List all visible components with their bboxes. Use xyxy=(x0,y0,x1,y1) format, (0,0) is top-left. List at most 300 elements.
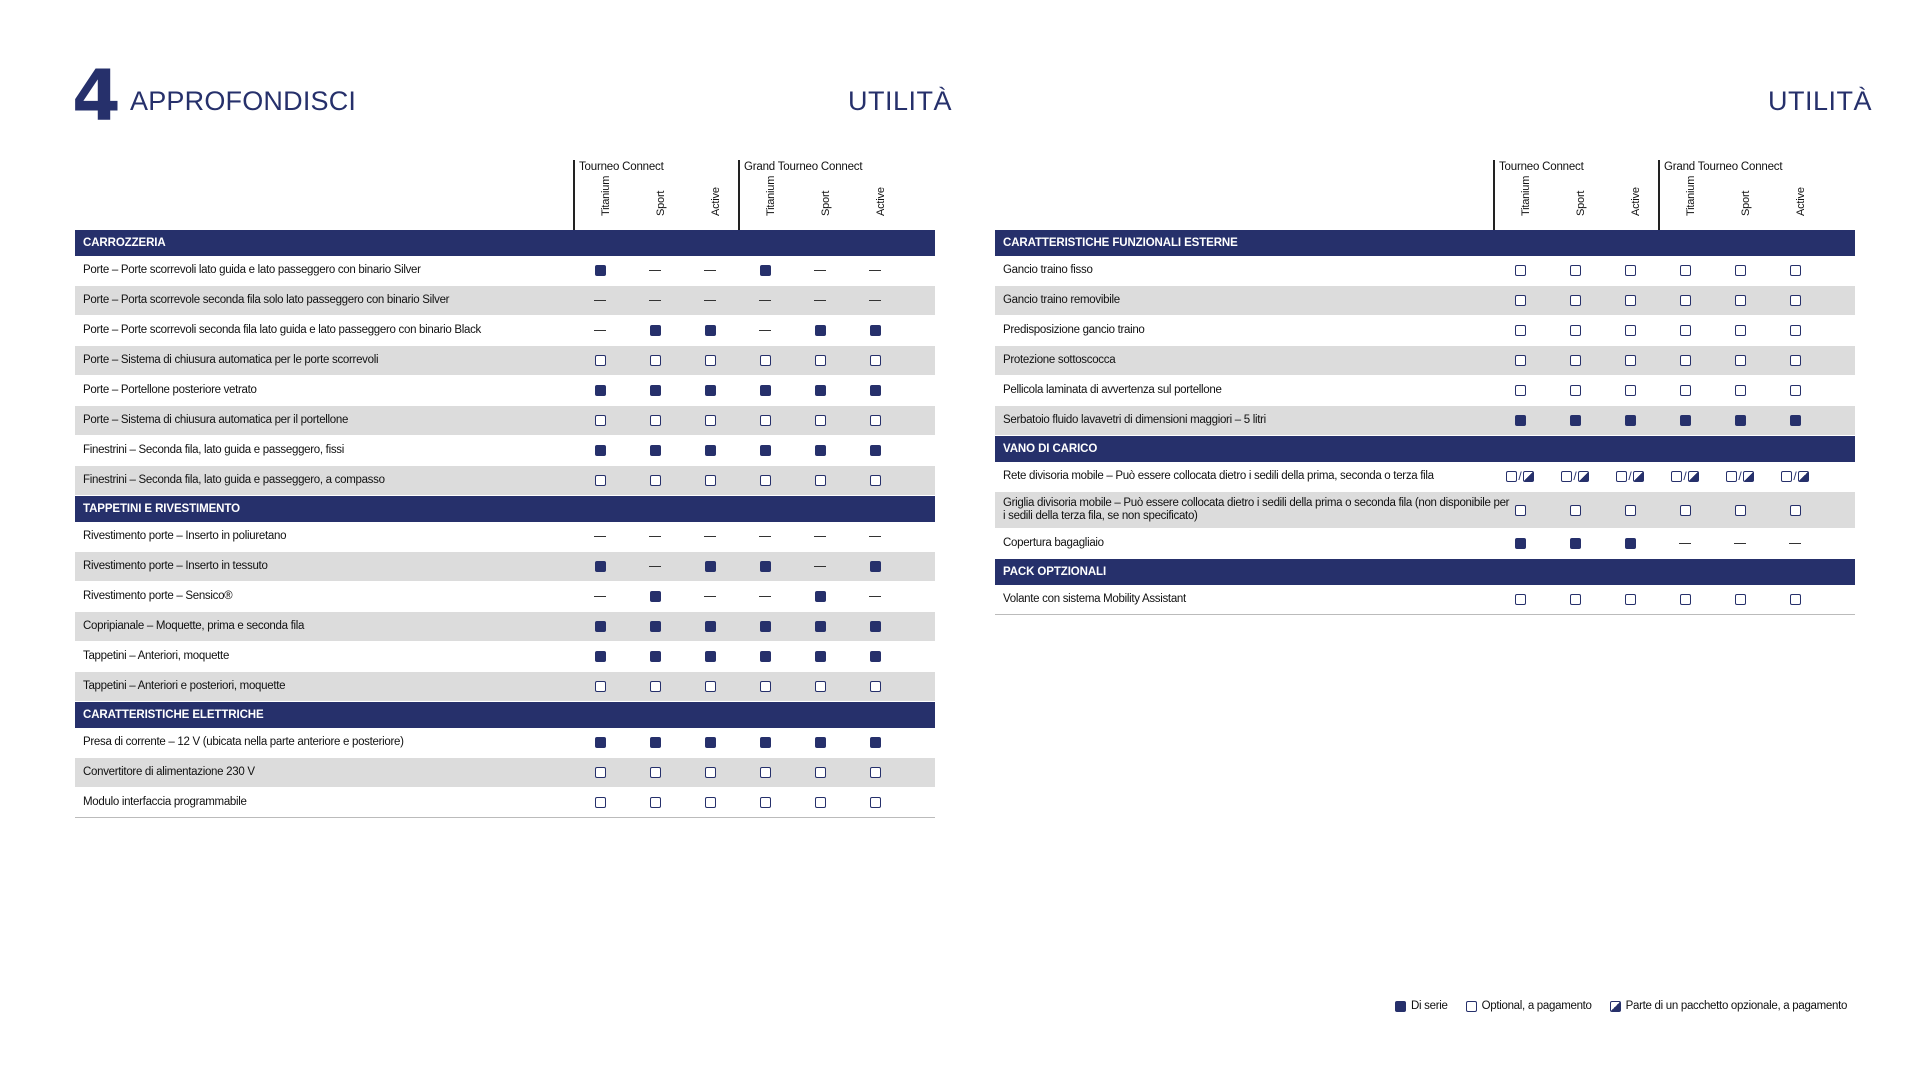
dash-icon xyxy=(759,596,771,598)
dash-icon xyxy=(1789,543,1801,545)
trim-name: Titanium xyxy=(1685,175,1697,216)
filled-square-icon xyxy=(870,561,881,572)
availability-cell xyxy=(1615,316,1645,345)
availability-cell xyxy=(805,642,835,671)
feature-label: Rivestimento porte – Inserto in poliuretano xyxy=(83,530,287,542)
outline-square-icon xyxy=(760,797,771,808)
availability-cell xyxy=(1560,529,1590,558)
feature-label: Porte – Sistema di chiusura automatica per le porte scorrevoli xyxy=(83,354,379,366)
availability-cell xyxy=(640,346,670,375)
page-number: 4 xyxy=(72,55,117,137)
availability-cell xyxy=(1725,406,1755,435)
table-row xyxy=(75,316,935,346)
availability-cell xyxy=(1780,256,1810,285)
trim-column-label xyxy=(1788,176,1807,228)
feature-label: Porte – Sistema di chiusura automatica per il portellone xyxy=(83,414,349,426)
outline-square-icon xyxy=(1515,325,1526,336)
filled-square-icon xyxy=(595,561,606,572)
availability-cell xyxy=(1560,316,1590,345)
legend-item-optional xyxy=(1466,1000,1592,1012)
table-row xyxy=(75,758,935,788)
filled-square-icon xyxy=(595,385,606,396)
trim-column-label xyxy=(1623,176,1642,228)
outline-square-icon xyxy=(650,681,661,692)
availability-cell xyxy=(1615,529,1645,558)
half-filled-square-icon xyxy=(1578,471,1589,482)
page-heading-right: UTILITÀ xyxy=(1768,86,1873,116)
filled-square-icon xyxy=(815,445,826,456)
availability-cell xyxy=(1615,406,1645,435)
column-header xyxy=(75,160,935,230)
outline-square-icon xyxy=(1515,355,1526,366)
outline-square-icon xyxy=(1735,325,1746,336)
feature-label: Rete divisoria mobile – Può essere collocata dietro i sedili della prima, seconda o terza fila xyxy=(1003,470,1434,482)
availability-cell xyxy=(805,758,835,787)
availability-cell xyxy=(585,466,615,495)
availability-cell xyxy=(860,672,890,701)
availability-cell xyxy=(640,728,670,757)
outline-square-icon xyxy=(1625,325,1636,336)
filled-square-icon xyxy=(760,385,771,396)
outline-square-icon xyxy=(760,767,771,778)
outline-square-icon xyxy=(1515,594,1526,605)
availability-cell xyxy=(750,406,780,435)
availability-cell xyxy=(1505,256,1535,285)
availability-cell xyxy=(695,728,725,757)
availability-cell xyxy=(805,788,835,817)
filled-square-icon xyxy=(760,561,771,572)
trim-column-label xyxy=(703,176,722,228)
availability-cell xyxy=(695,286,725,315)
availability-cell xyxy=(1560,462,1590,491)
section-header: TAPPETINI E RIVESTIMENTO xyxy=(75,496,935,522)
availability-cell xyxy=(1780,462,1810,491)
outline-square-icon xyxy=(1790,385,1801,396)
trim-column-label xyxy=(1678,175,1697,228)
outline-square-icon xyxy=(1790,265,1801,276)
trim-name: Titanium xyxy=(600,175,612,216)
filled-square-icon xyxy=(595,621,606,632)
availability-cell xyxy=(750,612,780,641)
availability-cell xyxy=(750,256,780,285)
outline-square-icon xyxy=(1680,505,1691,516)
outline-square-icon xyxy=(705,415,716,426)
availability-cell xyxy=(805,522,835,551)
outline-square-icon xyxy=(1570,265,1581,276)
availability-cell xyxy=(585,672,615,701)
outline-square-icon xyxy=(1735,385,1746,396)
availability-cell xyxy=(640,316,670,345)
slash-separator: / xyxy=(1793,469,1797,483)
filled-square-icon xyxy=(595,651,606,662)
availability-cell xyxy=(640,466,670,495)
filled-square-icon xyxy=(705,445,716,456)
filled-square-icon xyxy=(705,325,716,336)
filled-square-icon xyxy=(650,737,661,748)
availability-cell xyxy=(750,436,780,465)
slash-separator: / xyxy=(1573,469,1577,483)
availability-cell xyxy=(1725,462,1755,491)
availability-cell xyxy=(1780,529,1810,558)
feature-label: Convertitore di alimentazione 230 V xyxy=(83,766,255,778)
availability-cell xyxy=(1505,492,1535,528)
availability-cell xyxy=(695,406,725,435)
legend-label: Di serie xyxy=(1411,1000,1448,1012)
availability-cell xyxy=(1725,346,1755,375)
equipment-table-right xyxy=(995,160,1855,615)
trim-name: Active xyxy=(1630,187,1642,216)
outline-square-icon xyxy=(705,355,716,366)
outline-square-icon xyxy=(815,475,826,486)
outline-square-icon xyxy=(870,797,881,808)
outline-square-icon xyxy=(1735,265,1746,276)
half-filled-square-icon xyxy=(1798,471,1809,482)
outline-square-icon xyxy=(650,415,661,426)
table-row xyxy=(995,316,1855,346)
dash-icon xyxy=(869,270,881,272)
availability-cell xyxy=(1560,376,1590,405)
table-row xyxy=(75,582,935,612)
availability-cell xyxy=(860,256,890,285)
availability-cell xyxy=(640,522,670,551)
dash-icon xyxy=(704,270,716,272)
availability-cell xyxy=(805,406,835,435)
availability-cell xyxy=(695,522,725,551)
availability-cell xyxy=(1780,286,1810,315)
half-filled-square-icon xyxy=(1610,1001,1621,1012)
half-filled-square-icon xyxy=(1523,471,1534,482)
outline-square-icon xyxy=(760,415,771,426)
availability-cell xyxy=(585,612,615,641)
availability-cell xyxy=(640,642,670,671)
availability-cell xyxy=(750,346,780,375)
filled-square-icon xyxy=(595,265,606,276)
availability-cell xyxy=(1560,286,1590,315)
availability-cell xyxy=(1725,316,1755,345)
feature-label: Porte – Porta scorrevole seconda fila solo lato passeggero con binario Silver xyxy=(83,294,450,306)
outline-square-icon xyxy=(650,797,661,808)
outline-square-icon xyxy=(595,767,606,778)
feature-label: Predisposizione gancio traino xyxy=(1003,324,1145,336)
availability-cell xyxy=(860,728,890,757)
dash-icon xyxy=(594,596,606,598)
table-row xyxy=(75,522,935,552)
availability-cell xyxy=(695,758,725,787)
filled-square-icon xyxy=(650,385,661,396)
dash-icon xyxy=(869,596,881,598)
filled-square-icon xyxy=(815,621,826,632)
availability-cell xyxy=(805,582,835,611)
outline-square-icon xyxy=(815,797,826,808)
slash-separator: / xyxy=(1683,469,1687,483)
filled-square-icon xyxy=(650,591,661,602)
outline-square-icon xyxy=(815,767,826,778)
feature-label: Tappetini – Anteriori, moquette xyxy=(83,650,230,662)
dash-icon xyxy=(704,536,716,538)
feature-label: Porte – Porte scorrevoli lato guida e lato passeggero con binario Silver xyxy=(83,264,421,276)
feature-label: Copripianale – Moquette, prima e seconda fila xyxy=(83,620,305,632)
dash-icon xyxy=(759,536,771,538)
availability-cell xyxy=(1615,286,1645,315)
availability-cell xyxy=(1505,346,1535,375)
availability-cell xyxy=(1780,585,1810,614)
outline-square-icon xyxy=(1625,355,1636,366)
availability-cell xyxy=(1780,316,1810,345)
availability-cell xyxy=(1780,376,1810,405)
availability-cell xyxy=(640,436,670,465)
outline-square-icon xyxy=(870,681,881,692)
availability-cell xyxy=(1780,492,1810,528)
outline-square-icon xyxy=(1680,325,1691,336)
table-row xyxy=(75,466,935,496)
availability-cell xyxy=(750,672,780,701)
availability-cell xyxy=(640,256,670,285)
dash-icon xyxy=(649,536,661,538)
availability-cell xyxy=(1505,406,1535,435)
outline-square-icon xyxy=(760,681,771,692)
availability-cell xyxy=(585,552,615,581)
availability-cell xyxy=(750,582,780,611)
table-row xyxy=(995,492,1855,529)
dash-icon xyxy=(1679,543,1691,545)
filled-square-icon xyxy=(1395,1001,1406,1012)
feature-label: Finestrini – Seconda fila, lato guida e passeggero, a compasso xyxy=(83,474,385,486)
legend-label: Optional, a pagamento xyxy=(1481,1000,1592,1012)
availability-cell xyxy=(1615,346,1645,375)
outline-square-icon xyxy=(1506,471,1517,482)
availability-cell xyxy=(1670,529,1700,558)
outline-square-icon xyxy=(760,355,771,366)
filled-square-icon xyxy=(650,651,661,662)
table-row xyxy=(75,406,935,436)
feature-label: Porte – Porte scorrevoli seconda fila lato guida e lato passeggero con binario Black xyxy=(83,324,481,336)
availability-cell xyxy=(750,552,780,581)
outline-square-icon xyxy=(1680,295,1691,306)
outline-square-icon xyxy=(1570,385,1581,396)
feature-label: Finestrini – Seconda fila, lato guida e passeggero, fissi xyxy=(83,444,344,456)
feature-label: Modulo interfaccia programmabile xyxy=(83,796,247,808)
filled-square-icon xyxy=(705,385,716,396)
availability-cell xyxy=(640,552,670,581)
outline-square-icon xyxy=(760,475,771,486)
section-header: CARATTERISTICHE FUNZIONALI ESTERNE xyxy=(995,230,1855,256)
availability-cell xyxy=(640,672,670,701)
availability-cell xyxy=(805,672,835,701)
section-header: PACK OPTZIONALI xyxy=(995,559,1855,585)
availability-cell xyxy=(1615,492,1645,528)
legend-item-pack xyxy=(1610,1000,1847,1012)
availability-cell xyxy=(860,522,890,551)
dash-icon xyxy=(704,300,716,302)
filled-square-icon xyxy=(1515,415,1526,426)
availability-cell xyxy=(1670,286,1700,315)
table-row xyxy=(75,286,935,316)
availability-cell xyxy=(640,612,670,641)
availability-cell xyxy=(1670,316,1700,345)
table-row xyxy=(75,256,935,286)
availability-cell xyxy=(750,466,780,495)
availability-cell xyxy=(1670,406,1700,435)
availability-cell xyxy=(750,788,780,817)
availability-cell xyxy=(695,582,725,611)
availability-cell xyxy=(860,406,890,435)
feature-label: Volante con sistema Mobility Assistant xyxy=(1003,593,1186,605)
outline-square-icon xyxy=(1726,471,1737,482)
table-row xyxy=(75,552,935,582)
column-header xyxy=(995,160,1855,230)
table-row xyxy=(75,436,935,466)
filled-square-icon xyxy=(870,385,881,396)
availability-cell xyxy=(585,406,615,435)
availability-cell xyxy=(640,286,670,315)
dash-icon xyxy=(594,330,606,332)
filled-square-icon xyxy=(650,325,661,336)
outline-square-icon xyxy=(1561,471,1572,482)
feature-label: Griglia divisoria mobile – Può essere collocata dietro i sedili della prima o seconda fila (non disponibile per i sedili della terza fila, se non specificato) xyxy=(1003,497,1510,522)
dash-icon xyxy=(649,566,661,568)
availability-cell xyxy=(805,376,835,405)
dash-icon xyxy=(814,536,826,538)
outline-square-icon xyxy=(1625,385,1636,396)
outline-square-icon xyxy=(650,475,661,486)
availability-cell xyxy=(585,436,615,465)
outline-square-icon xyxy=(1625,295,1636,306)
filled-square-icon xyxy=(595,445,606,456)
filled-square-icon xyxy=(650,621,661,632)
outline-square-icon xyxy=(1735,355,1746,366)
trim-column-label xyxy=(758,175,777,228)
availability-cell xyxy=(1780,346,1810,375)
page-heading-left: UTILITÀ xyxy=(848,86,953,116)
section-header: VANO DI CARICO xyxy=(995,436,1855,462)
model-group-title: Grand Tourneo Connect xyxy=(744,161,863,173)
availability-cell xyxy=(1505,316,1535,345)
outline-square-icon xyxy=(815,355,826,366)
availability-cell xyxy=(750,376,780,405)
outline-square-icon xyxy=(1680,594,1691,605)
outline-square-icon xyxy=(870,415,881,426)
availability-cell xyxy=(640,788,670,817)
availability-cell xyxy=(585,256,615,285)
outline-square-icon xyxy=(815,415,826,426)
legend-item-standard xyxy=(1395,1000,1448,1012)
trim-name: Sport xyxy=(655,190,667,216)
dash-icon xyxy=(869,300,881,302)
equipment-table-left xyxy=(75,160,935,818)
availability-cell xyxy=(585,728,615,757)
outline-square-icon xyxy=(1735,505,1746,516)
availability-cell xyxy=(695,346,725,375)
availability-cell xyxy=(860,286,890,315)
table-row xyxy=(75,672,935,702)
outline-square-icon xyxy=(705,797,716,808)
availability-cell xyxy=(1725,529,1755,558)
filled-square-icon xyxy=(870,737,881,748)
availability-cell xyxy=(585,286,615,315)
model-group-title: Grand Tourneo Connect xyxy=(1664,161,1783,173)
availability-cell xyxy=(750,728,780,757)
trim-name: Sport xyxy=(1575,190,1587,216)
availability-cell xyxy=(750,286,780,315)
availability-cell xyxy=(805,466,835,495)
outline-square-icon xyxy=(1790,355,1801,366)
dash-icon xyxy=(1734,543,1746,545)
availability-cell xyxy=(805,612,835,641)
availability-cell xyxy=(1725,256,1755,285)
availability-cell xyxy=(860,376,890,405)
availability-cell xyxy=(695,672,725,701)
filled-square-icon xyxy=(815,737,826,748)
trim-column-label xyxy=(648,176,667,228)
outline-square-icon xyxy=(1671,471,1682,482)
availability-cell xyxy=(695,436,725,465)
table-row xyxy=(995,286,1855,316)
filled-square-icon xyxy=(870,621,881,632)
model-group-title: Tourneo Connect xyxy=(579,161,664,173)
filled-square-icon xyxy=(1570,538,1581,549)
filled-square-icon xyxy=(870,325,881,336)
trim-column-label xyxy=(593,175,612,228)
filled-square-icon xyxy=(1790,415,1801,426)
outline-square-icon xyxy=(1625,505,1636,516)
outline-square-icon xyxy=(1570,505,1581,516)
outline-square-icon xyxy=(1616,471,1627,482)
filled-square-icon xyxy=(870,445,881,456)
outline-square-icon xyxy=(1735,295,1746,306)
filled-square-icon xyxy=(1570,415,1581,426)
filled-square-icon xyxy=(650,445,661,456)
table-row xyxy=(75,788,935,818)
filled-square-icon xyxy=(760,445,771,456)
feature-label: Protezione sottoscocca xyxy=(1003,354,1116,366)
table-row xyxy=(995,406,1855,436)
filled-square-icon xyxy=(705,621,716,632)
trim-column-label xyxy=(1513,175,1532,228)
filled-square-icon xyxy=(760,265,771,276)
filled-square-icon xyxy=(705,651,716,662)
filled-square-icon xyxy=(705,737,716,748)
availability-cell xyxy=(1670,376,1700,405)
outline-square-icon xyxy=(870,475,881,486)
outline-square-icon xyxy=(705,767,716,778)
availability-cell xyxy=(860,642,890,671)
availability-cell xyxy=(1505,529,1535,558)
trim-name: Active xyxy=(1795,187,1807,216)
outline-square-icon xyxy=(1790,295,1801,306)
availability-cell xyxy=(585,316,615,345)
trim-column-label xyxy=(1568,176,1587,228)
availability-cell xyxy=(695,612,725,641)
availability-cell xyxy=(1505,286,1535,315)
trim-name: Sport xyxy=(1740,190,1752,216)
filled-square-icon xyxy=(705,561,716,572)
slash-separator: / xyxy=(1738,469,1742,483)
dash-icon xyxy=(814,566,826,568)
availability-cell xyxy=(585,346,615,375)
outline-square-icon xyxy=(1781,471,1792,482)
legend xyxy=(1395,1000,1865,1012)
availability-cell xyxy=(1725,376,1755,405)
outline-square-icon xyxy=(1790,325,1801,336)
outline-square-icon xyxy=(595,475,606,486)
availability-cell xyxy=(860,466,890,495)
table-row xyxy=(995,376,1855,406)
dash-icon xyxy=(814,270,826,272)
availability-cell xyxy=(1505,462,1535,491)
section-header: CARATTERISTICHE ELETTRICHE xyxy=(75,702,935,728)
half-filled-square-icon xyxy=(1688,471,1699,482)
outline-square-icon xyxy=(705,475,716,486)
